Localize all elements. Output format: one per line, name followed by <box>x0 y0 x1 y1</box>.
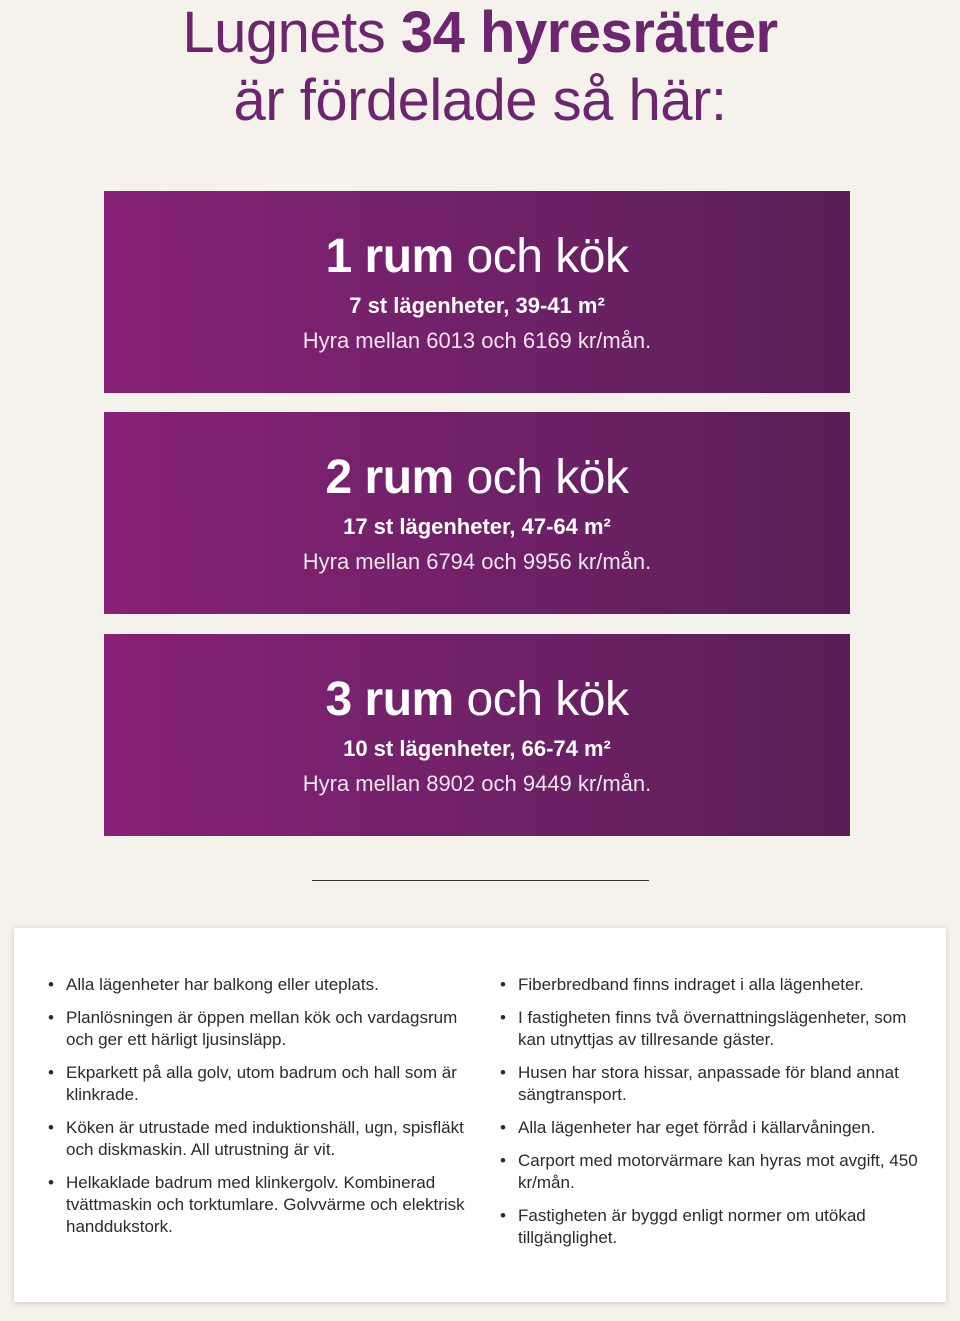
feature-item: • Helkaklade badrum med klinkergolv. Kombinerad tvättmaskin och torktumlare. Golvvärme och elektrisk handdukstork. <box>48 1172 468 1238</box>
card-heading <box>104 450 850 506</box>
card-rent: Hyra mellan 6794 och 9956 kr/mån. <box>302 549 652 574</box>
feature-item: • Fastigheten är byggd enligt normer om utökad tillgänglighet. <box>500 1205 920 1249</box>
feature-item: • I fastigheten finns två övernattningslägenheter, som kan utnyttjas av tillresande gäster. <box>500 1007 920 1051</box>
title-line-2: är fördelade så här: <box>233 68 727 133</box>
card-rent: Hyra mellan 6013 och 6169 kr/mån. <box>302 328 652 353</box>
features-list-left <box>48 974 468 1249</box>
features-list-right <box>500 974 920 1260</box>
title-bold: 34 hyresrätter <box>400 0 778 65</box>
features-panel <box>14 928 946 1302</box>
card-suffix: och kök <box>453 673 629 726</box>
card-rooms: 1 rum <box>325 230 454 283</box>
feature-item: • Ekparkett på alla golv, utom badrum och hall som är klinkrade. <box>48 1062 468 1106</box>
card-suffix: och kök <box>453 451 629 504</box>
card-count: 7 st lägenheter, 39-41 m² <box>349 293 605 318</box>
card-count: 10 st lägenheter, 66-74 m² <box>343 736 611 761</box>
card-rooms: 3 rum <box>325 673 454 726</box>
card-rent: Hyra mellan 8902 och 9449 kr/mån. <box>302 771 652 796</box>
feature-item: • Alla lägenheter har balkong eller uteplats. <box>48 974 468 996</box>
title-prefix: Lugnets <box>182 0 401 65</box>
card-heading <box>104 229 850 285</box>
card-count: 17 st lägenheter, 47-64 m² <box>343 514 611 539</box>
card-heading <box>104 672 850 728</box>
apartment-card-3-rum <box>104 634 850 836</box>
feature-item: • Planlösningen är öppen mellan kök och vardagsrum och ger ett härligt ljusinsläpp. <box>48 1007 468 1051</box>
feature-item: • Carport med motorvärmare kan hyras mot avgift, 450 kr/mån. <box>500 1150 920 1194</box>
card-rooms: 2 rum <box>325 451 454 504</box>
feature-item: • Köken är utrustade med induktionshäll, ugn, spisfläkt och diskmaskin. All utrustning är vit. <box>48 1117 468 1161</box>
card-suffix: och kök <box>453 230 629 283</box>
section-divider <box>312 880 649 881</box>
apartment-card-2-rum <box>104 412 850 614</box>
apartment-card-1-rum <box>104 191 850 393</box>
feature-item: • Fiberbredband finns indraget i alla lägenheter. <box>500 974 920 996</box>
title-line-1 <box>0 0 960 66</box>
feature-item: • Alla lägenheter har eget förråd i källarvåningen. <box>500 1117 920 1139</box>
page-title <box>0 0 960 134</box>
feature-item: • Husen har stora hissar, anpassade för bland annat sängtransport. <box>500 1062 920 1106</box>
